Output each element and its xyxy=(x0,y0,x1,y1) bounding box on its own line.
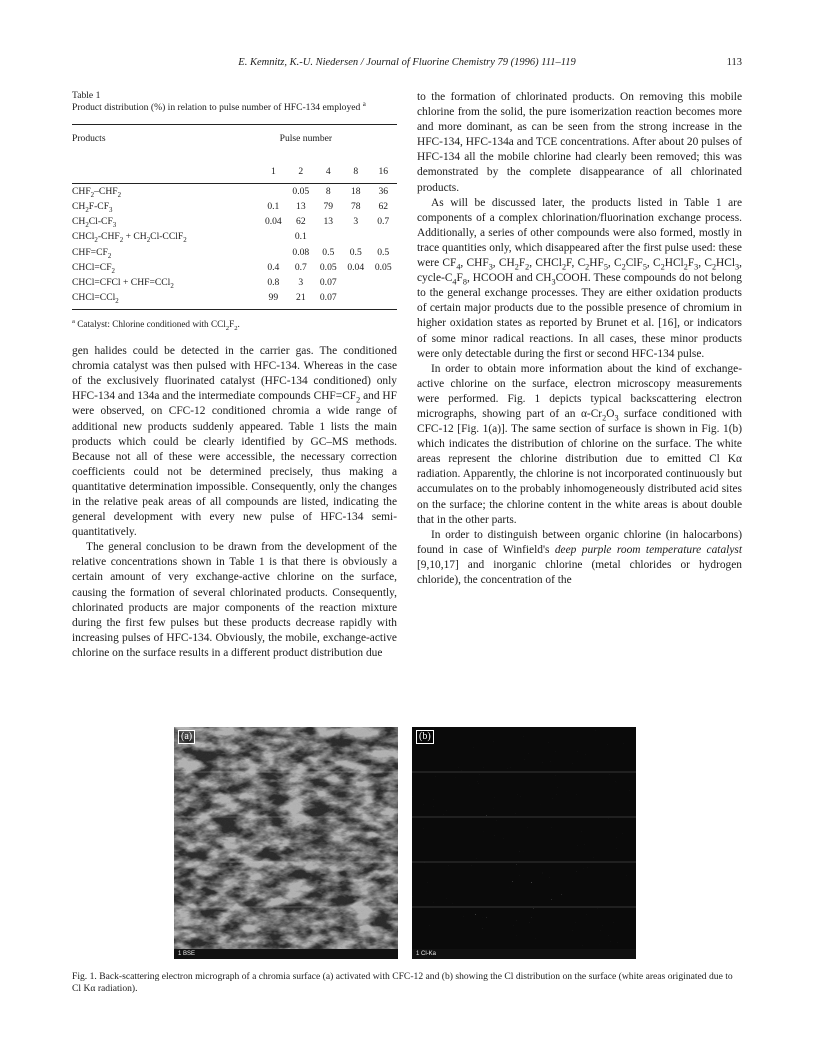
cl-map-image xyxy=(412,727,636,959)
panel-a-scale: 1 BSE xyxy=(178,951,196,957)
left-paragraph-1: gen halides could be detected in the carrier gas. The conditioned chromia catalyst was then pulsed with HFC-134. Whereas in the case of the exclusively fluorinated catalyst (HFC-134 conditioned) only HFC-134 and 134a and the intermediate compounds $CHF=CF_2$ and HF were observed, on CFC-12 conditioned chromia a wide range of additional new products suddenly appeared. Table 1 lists the main products which could be clearly identified by GC–MS methods. Because not all of these were accessible, the necessary correction coefficients could not be determined precisely, thus making a quantitative determination impossible. Consequently, only the changes in the relative peak areas of all compounds are listed, indicating the general development with every new pulse of HFC-134 semi-quantitatively. xyxy=(72,345,397,539)
table-cell: 78 xyxy=(350,201,361,213)
panel-a-label: (a) xyxy=(178,730,195,744)
table-row xyxy=(72,275,397,290)
pulse-2: 2 xyxy=(298,166,304,178)
table-cell: 3 xyxy=(298,276,304,288)
right-paragraph-2: As will be discussed later, the products listed in Table 1 are components of a complex chlorination/fluorination exchange process. Additionally, a series of other compounds were also formed, mostly in trace quantities only, which disappeared after the first pulse used: these were $CF_4$, $CHF_3$, $CH_2F_2$, CHCl$_2$F, $C_2HF_5$, $C_2ClF_5$, $C_2HCl_2F_3$, $C_2HCl_3$, cycle-$C_4F_8$, HCOOH and $CH_3COOH$. These compounds do not belong to the general exchange processes. They are either oxidation products of certain major products due to the possible presence of chromium in higher oxidation states as reported by Brunet et al. [16], or indicators of some minor radical reactions. In all cases, these minor products were only detectable during the first or second HFC-134 pulse. xyxy=(417,196,742,360)
table-cell: 99 xyxy=(268,291,279,303)
right-column xyxy=(417,90,742,588)
right-paragraph-4: In order to distinguish between organic chlorine (in halocarbons) found in case of Winfield's deep purple room temperature catalyst [9,10,17] and inorganic chlorine (metal chlorides or hydrogen chloride), the concentration of the xyxy=(417,528,742,586)
micrograph-bse xyxy=(174,727,398,959)
table-cell xyxy=(315,229,342,244)
table-cell: 13 xyxy=(296,201,306,213)
table-title: Product distribution (%) in relation to pulse number of HFC-134 employed $^a$ xyxy=(72,100,366,113)
table-cell: 0.05 xyxy=(319,261,337,273)
table-cell: 0.04 xyxy=(264,216,282,228)
left-paragraph-2: The general conclusion to be drawn from the development of the relative concentrations shown in Table 1 is that there is obviously a certain amount of very exchange-active chlorine on the surface, causing the formation of several chlorinated products. Consequently, chlorinated products are major components of the reaction mixture during the first few pulses but these products decrease rapidly with increasing pulses of HFC-134. Obviously, the mobile, exchange-active chlorine on the surface results in a different product distribution due xyxy=(72,541,397,659)
table-cell: 8 xyxy=(325,186,331,198)
product-name: $CH_2Cl-CF_3$ xyxy=(72,216,117,230)
table-cell xyxy=(369,275,397,290)
table-cell: 0.4 xyxy=(267,261,280,273)
table-cell xyxy=(260,245,287,260)
running-header xyxy=(72,57,742,71)
product-name: CHCl=CFCl + CHF=CCl$_2$ xyxy=(72,276,174,290)
table-cell xyxy=(369,290,397,305)
table-caption xyxy=(72,90,397,114)
panel-b-label: (b) xyxy=(416,730,434,744)
table-cell: 21 xyxy=(296,291,306,303)
table-body xyxy=(72,184,397,305)
micrograph-cl-ka xyxy=(412,727,636,959)
table-cell: 0.7 xyxy=(294,261,307,273)
table-cell xyxy=(342,275,369,290)
table-cell xyxy=(260,229,287,244)
table-cell: 0.07 xyxy=(319,276,337,288)
figure-caption: Fig. 1. Back-scattering electron micrograph of a chromia surface (a) activated with CFC-12 and (b) showing the Cl distribution on the surface (white areas originated due to Cl Kα radiation). xyxy=(72,971,733,994)
table-cell: 79 xyxy=(323,201,334,213)
col-header-products: Products xyxy=(72,133,106,144)
product-name: $CHF_2-CHF_2$ xyxy=(72,186,122,200)
table-cell: 0.07 xyxy=(319,291,337,303)
table-cell xyxy=(260,184,287,200)
table-cell: 0.5 xyxy=(377,246,390,258)
journal-citation: E. Kemnitz, K.-U. Niedersen / Journal of Fluorine Chemistry 79 (1996) 111–119 xyxy=(238,57,576,68)
table-cell: 3 xyxy=(353,216,359,228)
panel-b-scale: 1 Cl-Ka xyxy=(416,951,437,957)
table-row xyxy=(72,245,397,260)
table-cell: 13 xyxy=(323,216,334,228)
bse-image xyxy=(174,727,398,959)
table-cell: 0.5 xyxy=(349,246,362,258)
table-cell: 0.5 xyxy=(322,246,335,258)
table-cell: 0.05 xyxy=(292,186,310,198)
right-paragraph-1: to the formation of chlorinated products. On removing this mobile chlorine from the solid, the pure isomerization reaction becomes more and more dominant, as can be seen from the strong increase in the HFC-134, HFC-134a and TCE concentrations. After about 20 pulses of HFC-134 all the mobile chlorine had clearly been removed; this was demonstrated by the complete disappearance of all chlorinated products. xyxy=(417,91,742,194)
table-footnote: $^a$ Catalyst: Chlorine conditioned with $CCl_2F_2$. xyxy=(72,317,240,332)
table-cell: 18 xyxy=(350,186,361,198)
figure-1 xyxy=(174,727,636,959)
table-cell: 0.04 xyxy=(347,261,365,273)
table-row xyxy=(72,290,397,305)
table-row xyxy=(72,260,397,275)
product-name: $CH_2F-CF_3$ xyxy=(72,201,113,215)
table-cell: 62 xyxy=(296,216,306,228)
table-cell xyxy=(342,229,369,244)
table-label: Table 1 xyxy=(72,90,101,101)
product-name: CHCl=CCl$_2$ xyxy=(72,291,119,305)
pulse-number-row xyxy=(72,158,397,184)
table-row xyxy=(72,214,397,229)
right-paragraph-3: In order to obtain more information about the kind of exchange-active chlorine on the surface, electron microscopy measurements were performed. Fig. 1 depicts typical backscattering electron micrographs, showing part of an $\alpha-Cr_2O_3$ surface conditioned with CFC-12 [Fig. 1(a)]. The same section of surface is shown in Fig. 1(b) which indicates the distribution of chlorine on the surface. The white areas represent the chlorine distribution due to emitted Cl Kα radiation. Apparently, the chlorine is not incorporated continuously but accumulates on to the probably inhomogeneously distributed acid sites on the surface; the chlorine content in the white areas is about double that in the other parts. xyxy=(417,362,743,526)
pulse-1: 1 xyxy=(270,166,276,178)
product-name: $CHCl=CF_2$ xyxy=(72,261,115,275)
pulse-4: 4 xyxy=(325,166,331,178)
table-cell: 0.7 xyxy=(377,216,390,228)
table-row xyxy=(72,229,397,244)
table-cell: 0.1 xyxy=(267,201,280,213)
table-cell: 0.08 xyxy=(292,246,310,258)
product-name: $CHF=CF_2$ xyxy=(72,246,112,260)
product-name: $CHCl_2-CHF_2$ + $CH_2Cl-CClF_2$ xyxy=(72,231,187,245)
table-cell: 62 xyxy=(378,201,389,213)
table-row xyxy=(72,199,397,214)
table-cell xyxy=(342,290,369,305)
pulse-16: 16 xyxy=(378,166,389,178)
table-cell: 0.8 xyxy=(267,276,280,288)
pulse-8: 8 xyxy=(353,166,359,178)
table-bottom-rule xyxy=(72,309,397,310)
product-distribution-table xyxy=(72,124,397,305)
table-cell: 36 xyxy=(378,186,389,198)
table-cell: 0.05 xyxy=(374,261,392,273)
table-cell: 0.1 xyxy=(294,231,307,243)
left-column xyxy=(72,90,397,661)
table-row xyxy=(72,184,397,200)
page-number: 113 xyxy=(726,57,742,68)
table-cell xyxy=(369,229,397,244)
col-header-pulse: Pulse number xyxy=(279,133,333,144)
